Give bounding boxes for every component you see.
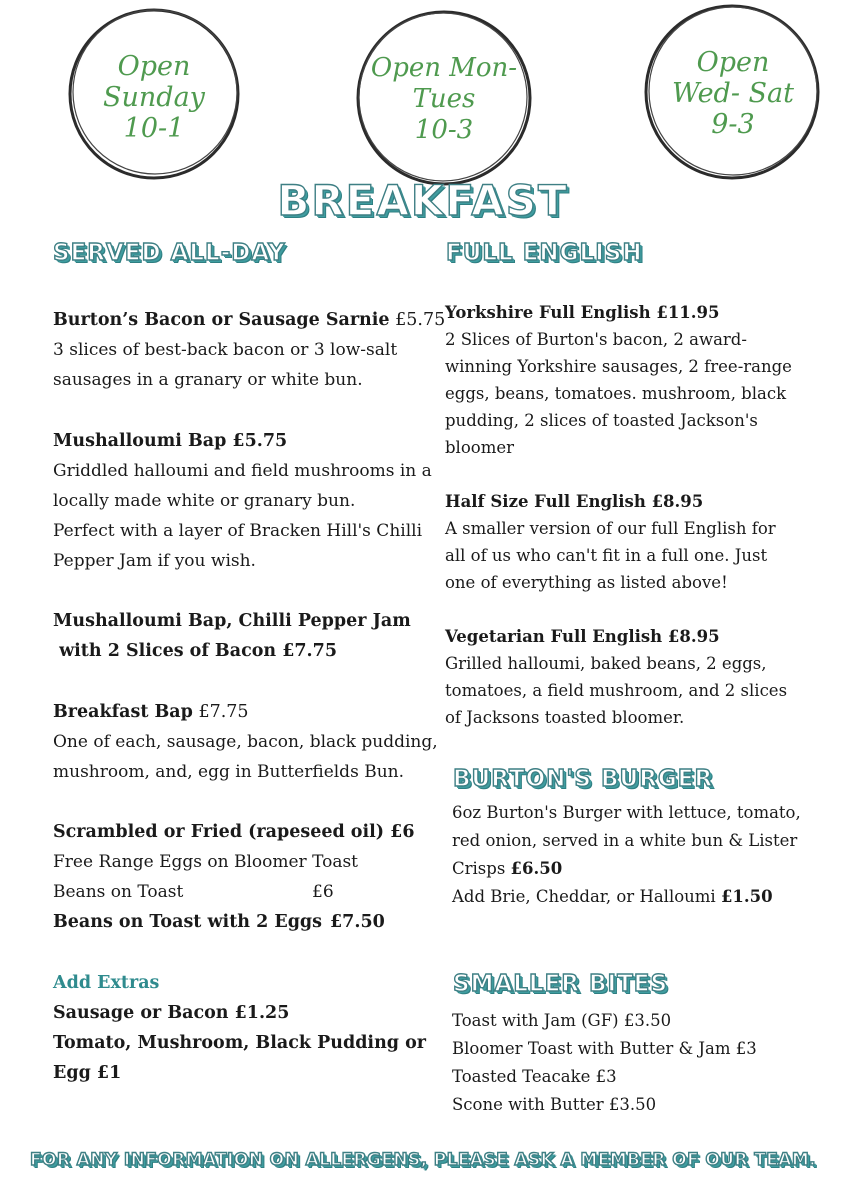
badge-line: Open bbox=[696, 46, 770, 78]
badge-line: 9-3 bbox=[711, 108, 755, 140]
item-price: £7.50 bbox=[330, 912, 385, 932]
item-price: £7.75 bbox=[198, 702, 249, 722]
extras-item: Egg £1 bbox=[53, 1063, 122, 1083]
item-desc: Perfect with a layer of Bracken Hill's Chilli bbox=[53, 521, 423, 541]
badge-line: Open bbox=[117, 50, 191, 82]
item-name: Mushalloumi Bap £5.75 bbox=[53, 431, 288, 451]
item-desc: Free Range Eggs on Bloomer Toast bbox=[53, 852, 359, 872]
item-desc: all of us who can't fit in a full one. Just bbox=[445, 546, 768, 565]
item-name: Breakfast Bap bbox=[53, 702, 193, 722]
item-desc: Crisps bbox=[452, 859, 511, 878]
item-desc: one of everything as listed above! bbox=[445, 573, 728, 592]
item-desc: red onion, served in a white bun & Lister bbox=[452, 831, 798, 850]
menu-item-mushalloumi-bacon bbox=[53, 606, 411, 666]
badge-mon-tues bbox=[349, 4, 539, 194]
extras-item: Tomato, Mushroom, Black Pudding or bbox=[53, 1033, 427, 1053]
item-desc: winning Yorkshire sausages, 2 free-range bbox=[445, 357, 792, 376]
menu-item-yorkshire bbox=[445, 299, 792, 461]
badge-line: Sunday bbox=[103, 81, 205, 113]
menu-item-breakfast-bap bbox=[53, 697, 438, 787]
item-desc: pudding, 2 slices of toasted Jackson's bbox=[445, 411, 758, 430]
item-price: £6 bbox=[312, 882, 334, 902]
badge-line: Tues bbox=[412, 83, 476, 114]
item-desc: bloomer bbox=[445, 438, 515, 457]
item-name: Beans on Toast with 2 Eggs bbox=[53, 912, 323, 932]
menu-item-half-size bbox=[445, 488, 776, 596]
item-desc: Grilled halloumi, baked beans, 2 eggs, bbox=[445, 654, 767, 673]
item-desc: Pepper Jam if you wish. bbox=[53, 551, 256, 571]
item-desc: locally made white or granary bun. bbox=[53, 491, 356, 511]
list-item: Scone with Butter £3.50 bbox=[452, 1095, 657, 1114]
extras-item: Sausage or Bacon £1.25 bbox=[53, 1003, 290, 1023]
item-desc: Add Brie, Cheddar, or Halloumi bbox=[452, 887, 721, 906]
item-desc: eggs, beans, tomatoes. mushroom, black bbox=[445, 384, 787, 403]
item-name: Beans on Toast bbox=[53, 882, 184, 902]
item-desc: 6oz Burton's Burger with lettuce, tomato, bbox=[452, 803, 801, 822]
menu-item-eggs bbox=[53, 817, 415, 937]
badge-sunday bbox=[59, 2, 249, 192]
section-heading-smaller-bites: SMALLER BITES bbox=[453, 971, 669, 997]
extras-heading: Add Extras bbox=[53, 973, 160, 993]
item-price: £1.50 bbox=[720, 887, 773, 906]
section-heading-full-english: FULL ENGLISH bbox=[446, 240, 643, 266]
list-item: Bloomer Toast with Butter & Jam £3 bbox=[452, 1039, 757, 1058]
item-desc: sausages in a granary or white bun. bbox=[53, 370, 363, 390]
item-desc: of Jacksons toasted bloomer. bbox=[445, 708, 685, 727]
badge-line: Open Mon- bbox=[370, 52, 518, 83]
section-heading-burger: BURTON'S BURGER bbox=[453, 766, 714, 792]
item-name: Mushalloumi Bap, Chilli Pepper Jam bbox=[53, 611, 411, 631]
item-name: with 2 Slices of Bacon £7.75 bbox=[53, 641, 338, 661]
badge-line: Wed- Sat bbox=[672, 77, 794, 109]
menu-item-burger bbox=[452, 799, 801, 911]
item-desc: Griddled halloumi and field mushrooms in a bbox=[53, 461, 432, 481]
item-desc: tomatoes, a field mushroom, and 2 slices bbox=[445, 681, 788, 700]
menu-item-sarnie bbox=[53, 305, 445, 395]
item-name: Vegetarian Full English £8.95 bbox=[445, 627, 720, 646]
page-title: BREAKFAST bbox=[277, 176, 569, 225]
item-name: Scrambled or Fried (rapeseed oil) £6 bbox=[53, 822, 415, 842]
item-name: Half Size Full English £8.95 bbox=[445, 492, 704, 511]
item-price: £5.75 bbox=[395, 310, 446, 330]
item-desc: One of each, sausage, bacon, black pudding, bbox=[53, 732, 438, 752]
menu-item-mushalloumi bbox=[53, 426, 432, 576]
list-item: Toasted Teacake £3 bbox=[452, 1067, 617, 1086]
item-desc: 2 Slices of Burton's bacon, 2 award- bbox=[445, 330, 747, 349]
badge-line: 10-1 bbox=[123, 112, 185, 144]
item-desc: mushroom, and, egg in Butterfields Bun. bbox=[53, 762, 404, 782]
smaller-bites-list bbox=[452, 1007, 757, 1119]
item-name: Yorkshire Full English £11.95 bbox=[445, 303, 720, 322]
section-heading-served-all-day: SERVED ALL-DAY bbox=[53, 240, 286, 266]
item-desc: 3 slices of best-back bacon or 3 low-salt bbox=[53, 340, 398, 360]
badge-wed-sat bbox=[638, 0, 828, 188]
item-name: Burton’s Bacon or Sausage Sarnie bbox=[53, 310, 390, 330]
menu-item-vegetarian bbox=[445, 623, 787, 731]
item-desc: A smaller version of our full English for bbox=[445, 519, 776, 538]
badge-line: 10-3 bbox=[414, 114, 474, 145]
allergen-footer: FOR ANY INFORMATION ON ALLERGENS, PLEASE ASK A MEMBER OF OUR TEAM. bbox=[29, 1150, 817, 1170]
item-price: £6.50 bbox=[510, 859, 563, 878]
list-item: Toast with Jam (GF) £3.50 bbox=[452, 1011, 672, 1030]
extras-block bbox=[53, 968, 426, 1088]
